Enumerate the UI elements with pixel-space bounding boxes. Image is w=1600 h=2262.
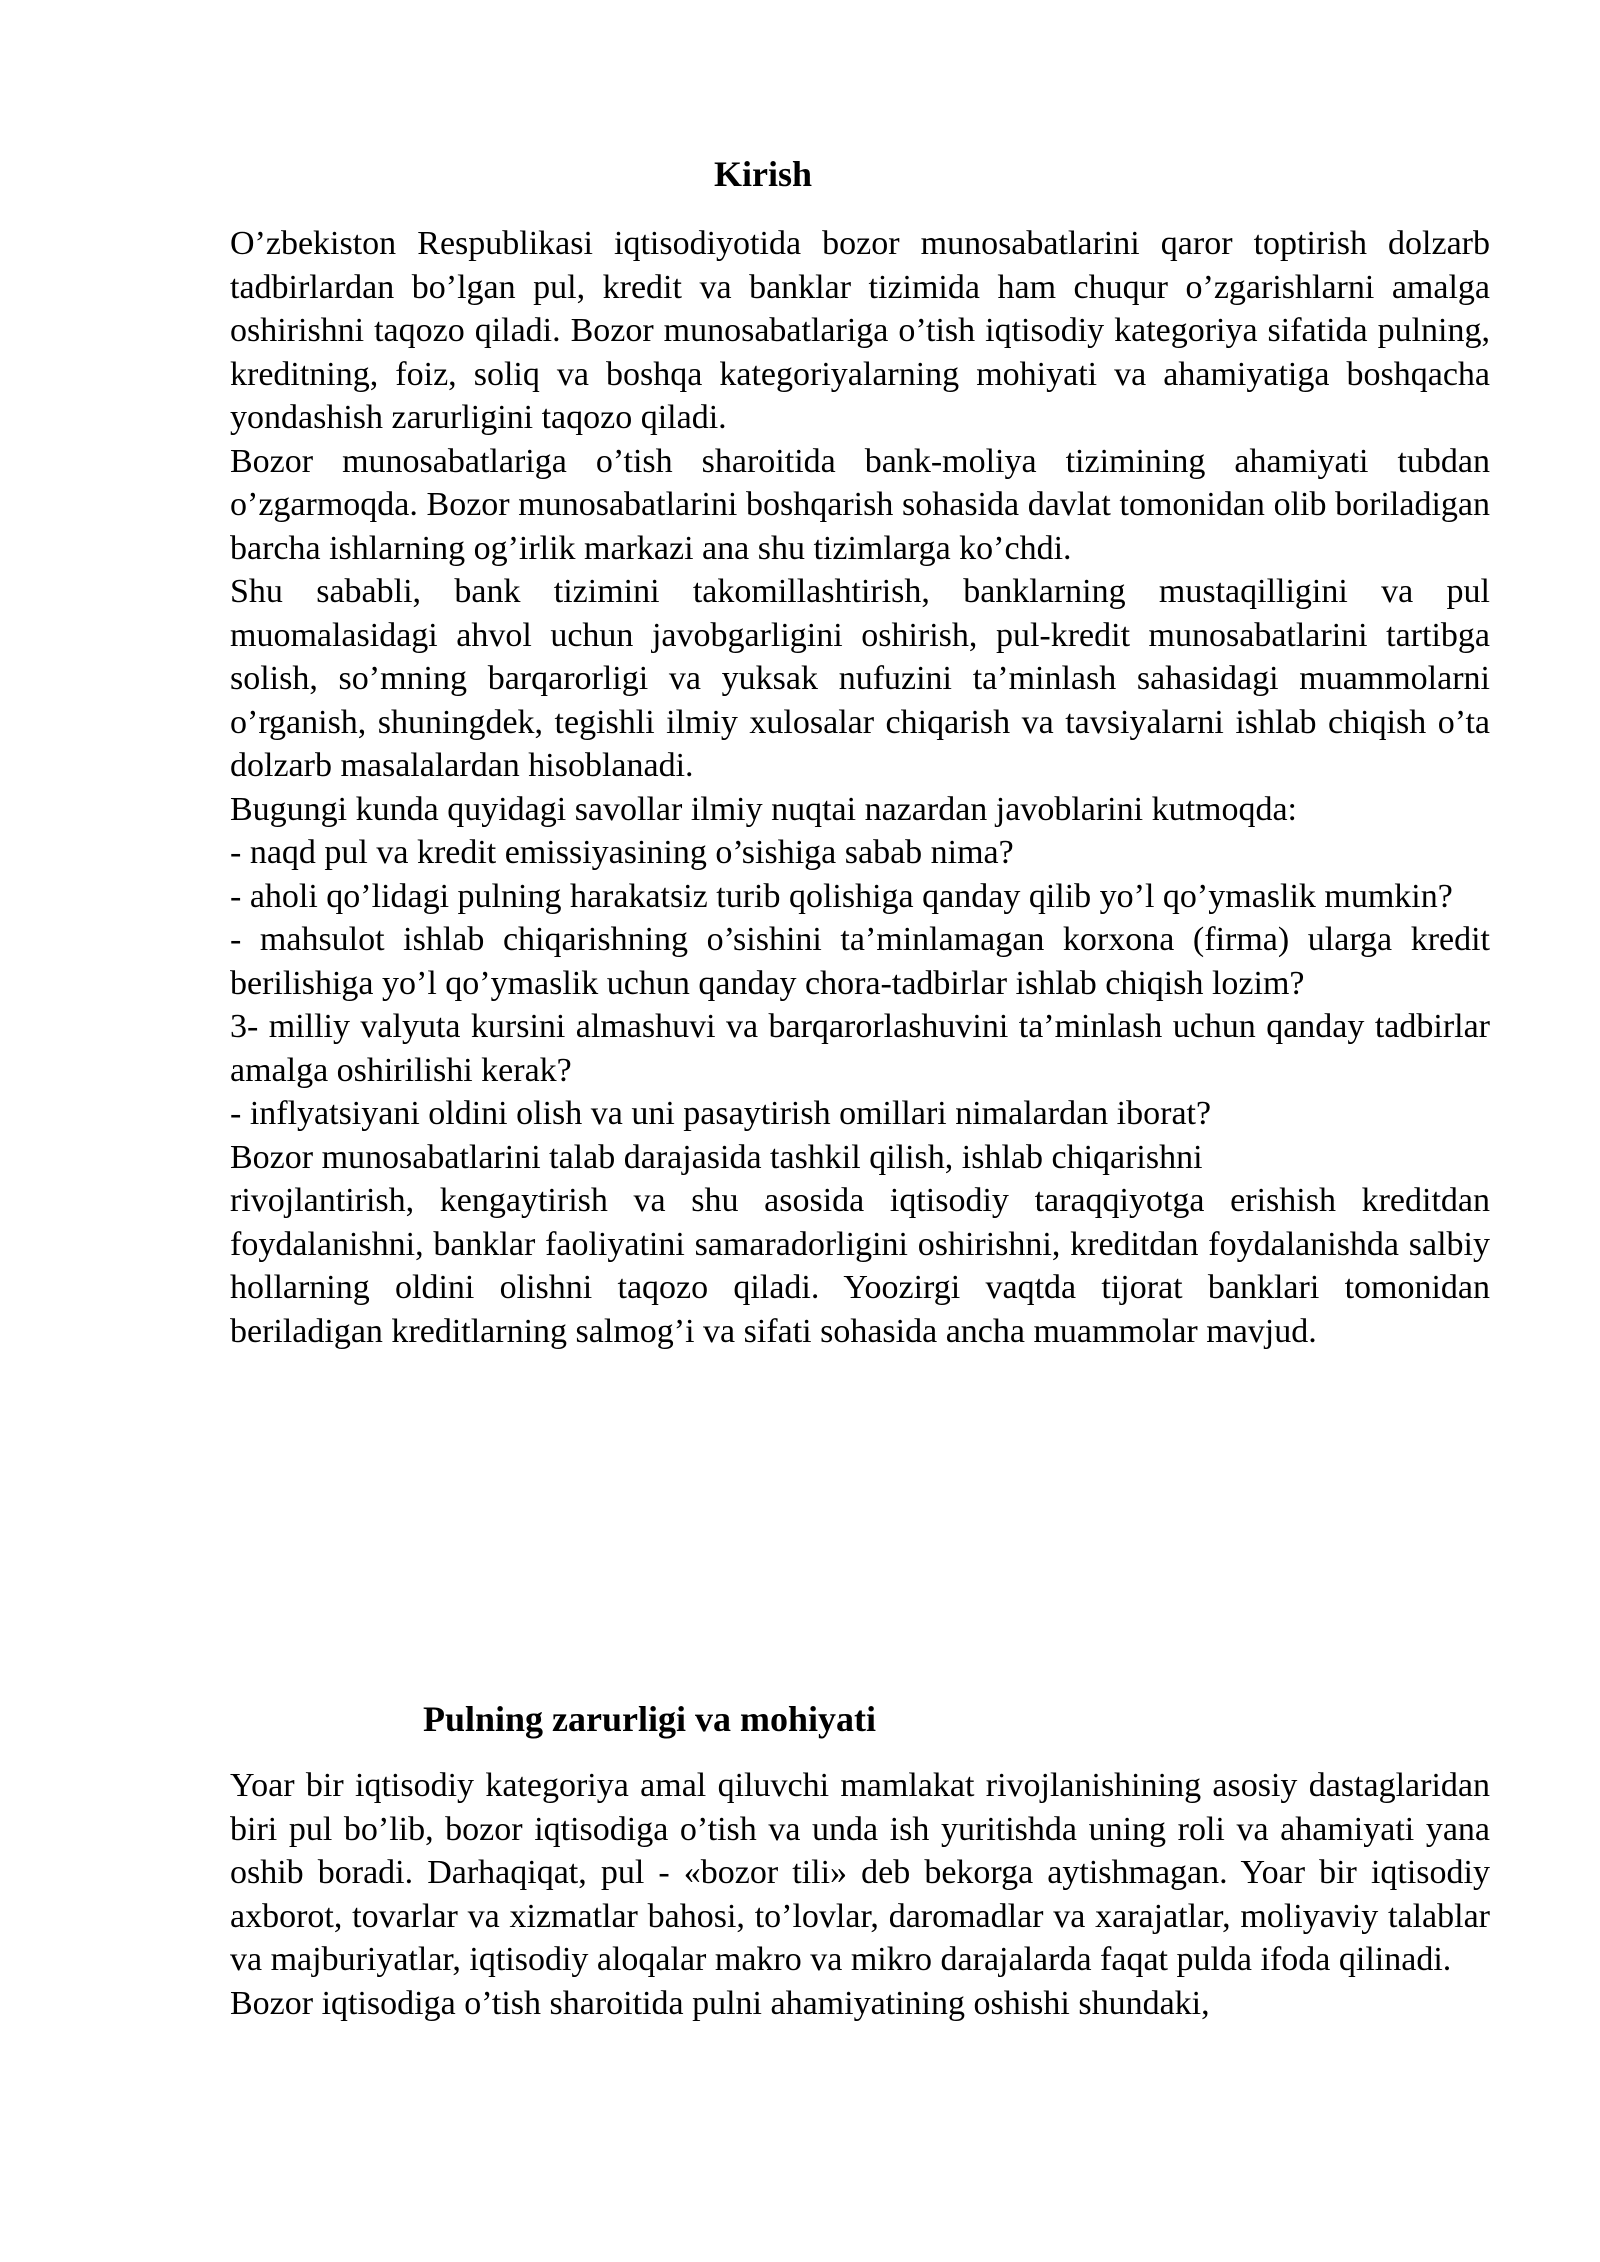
question-item: - mahsulot ishlab chiqarishning o’sishini ta’minlamagan korxona (firma) ularga kredit berilishiga yo’l qo’ymaslik uchun qanday chora-tadbirlar ishlab chiqish lozim? — [230, 921, 1490, 1002]
paragraph: Bozor iqtisodiga o’tish sharoitida pulni ahamiyatining oshishi shundaki, — [230, 1984, 1210, 2022]
paragraph: rivojlantirish, kengaytirish va shu asosida iqtisodiy taraqqiyotga erishish kreditdan foydalanishni, banklar faoliyatini samaradorligini oshirishni, kreditdan foydalanishda salbiy hollarning oldini olishni taqozo qiladi. Yoozirgi vaqtda tijorat banklari tomonidan beriladigan kreditlarning salmog’i va sifati sohasida ancha muammolar mavjud. — [230, 1182, 1490, 1350]
paragraph: Bozor munosabatlariga o’tish sharoitida bank-moliya tizimining ahamiyati tubdan o’zgarmoqda. Bozor munosabatlarini boshqarish sohasida davlat tomonidan olib boriladigan barcha ishlarning og’irlik markazi ana shu tizimlarga ko’chdi. — [230, 442, 1490, 567]
section-body-kirish — [230, 222, 1490, 1353]
question-item: - aholi qo’lidagi pulning harakatsiz turib qolishiga qanday qilib yo’l qo’ymaslik mumkin? — [230, 877, 1453, 915]
paragraph: Bozor munosabatlarini talab darajasida tashkil qilish, ishlab chiqarishni — [230, 1138, 1203, 1176]
paragraph: Shu sababli, bank tizimini takomillashtirish, banklarning mustaqilligini va pul muomalasidagi ahvol uchun javobgarligini oshirish, pul-kredit munosabatlarini tartibga solish, so’mning barqarorligi va yuksak nufuzini ta’minlash sahasidagi muammolarni o’rganish, shuningdek, tegishli ilmiy xulosalar chiqarish va tavsiyalarni ishlab chiqish o’ta dolzarb masalalardan hisoblanadi. — [230, 573, 1490, 784]
paragraph: O’zbekiston Respublikasi iqtisodiyotida bozor munosabatlarini qaror toptirish dolzarb tadbirlardan bo’lgan pul, kredit va banklar tizimida ham chuqur o’zgarishlarni amalga oshirishni taqozo qiladi. Bozor munosabatlariga o’tish iqtisodiy kategoriya sifatida pulning, kreditning, foiz, soliq va boshqa kategoriyalarning mohiyati va ahamiyatiga boshqacha yondashish zarurligini taqozo qiladi. — [230, 225, 1490, 436]
section-body-pulning-zarurligi — [230, 1764, 1490, 2025]
paragraph: Yoar bir iqtisodiy kategoriya amal qiluvchi mamlakat rivojlanishining asosiy dastaglaridan biri pul bo’lib, bozor iqtisodiga o’tish va unda ish yuritishda uning roli va ahamiyati yana oshib boradi. Darhaqiqat, pul - «bozor tili» deb bekorga aytishmagan. Yoar bir iqtisodiy axborot, tovarlar va xizmatlar bahosi, to’lovlar, daromadlar va xarajatlar, moliyaviy talablar va majburiyatlar, iqtisodiy aloqalar makro va mikro darajalarda faqat pulda ifoda qilinadi. — [230, 1767, 1490, 1978]
question-item: 3- milliy valyuta kursini almashuvi va barqarorlashuvini ta’minlash uchun qanday tadbirlar amalga oshirilishi kerak? — [230, 1008, 1490, 1089]
section-title-pulning-zarurligi: Pulning zarurligi va mohiyati — [423, 1699, 877, 1739]
paragraph: Bugungi kunda quyidagi savollar ilmiy nuqtai nazardan javoblarini kutmoqda: — [230, 790, 1297, 828]
question-item: - inflyatsiyani oldini olish va uni pasaytirish omillari nimalardan iborat? — [230, 1095, 1212, 1132]
question-item: - naqd pul va kredit emissiyasining o’sishiga sabab nima? — [230, 834, 1014, 871]
section-title-kirish: Kirish — [714, 154, 813, 194]
